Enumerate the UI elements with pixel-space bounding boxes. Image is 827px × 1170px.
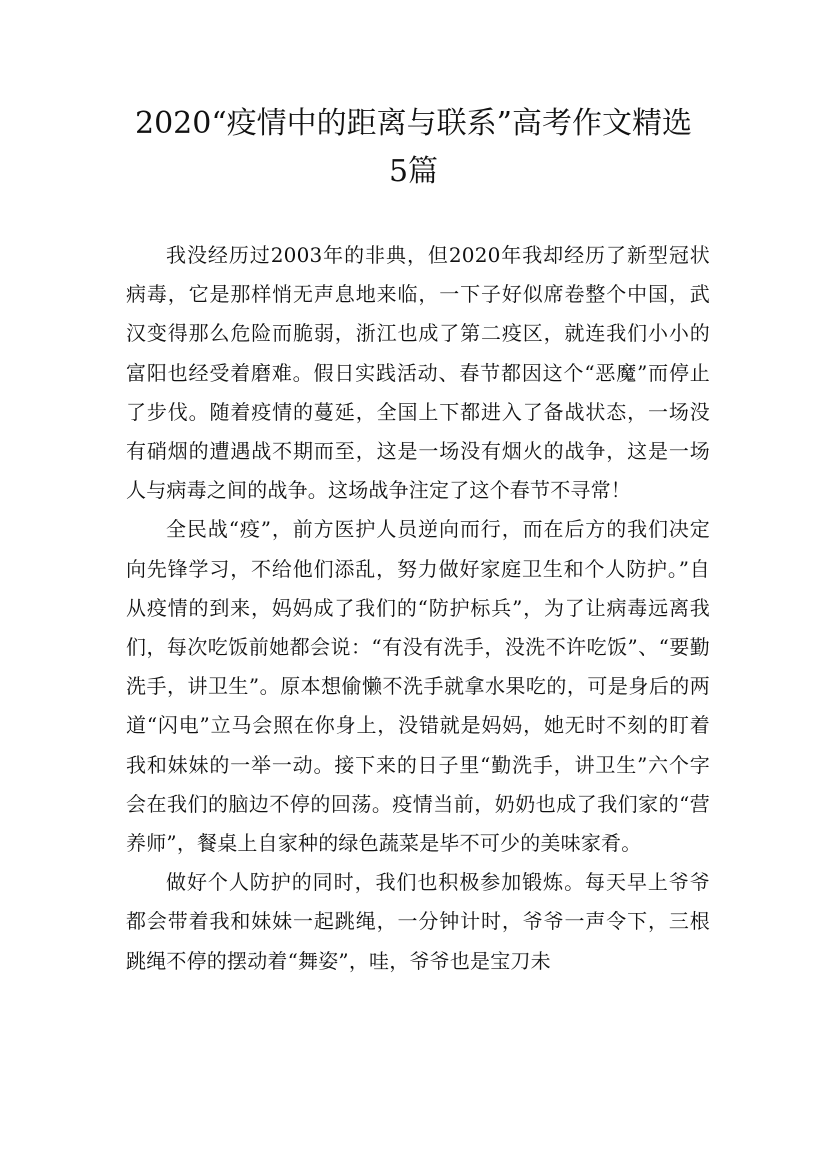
article-body xyxy=(126,236,710,981)
paragraph: 全民战“疫”，前方医护人员逆向而行，而在后方的我们决定向先锋学习，不给他们添乱，努力做好家庭卫生和个人防护。”自从疫情的到来，妈妈成了我们的“防护标兵”，为了让病毒远离我们，每次吃饭前她都会说：“有没有洗手，没洗不许吃饭”、“要勤洗手，讲卫生”。原本想偷懒不洗手就拿水果吃的，可是身后的两道“闪电”立马会照在你身上，没错就是妈妈，她无时不刻的盯着我和妹妹的一举一动。接下来的日子里“勤洗手，讲卫生”六个字会在我们的脑边不停的回荡。疫情当前，奶奶也成了我们家的“营养师”，餐桌上自家种的绿色蔬菜是毕不可少的美味家肴。 xyxy=(126,517,710,856)
document-title xyxy=(100,100,727,196)
title-line-2: 5篇 xyxy=(388,154,439,189)
title-line-1: 2020“疫情中的距离与联系”高考作文精选 xyxy=(134,106,693,141)
paragraph: 做好个人防护的同时，我们也积极参加锻炼。每天早上爷爷都会带着我和妹妹一起跳绳，一分钟计时，爷爷一声令下，三根跳绳不停的摆动着“舞姿”，哇，爷爷也是宝刀未 xyxy=(126,870,710,973)
paragraph: 我没经历过2003年的非典，但2020年我却经历了新型冠状病毒，它是那样悄无声息地来临，一下子好似席卷整个中国，武汉变得那么危险而脆弱，浙江也成了第二疫区，就连我们小小的富阳也经受着磨难。假日实践活动、春节都因这个“恶魔”而停止了步伐。随着疫情的蔓延，全国上下都进入了备战状态，一场没有硝烟的遭遇战不期而至，这是一场没有烟火的战争，这是一场人与病毒之间的战争。这场战争注定了这个春节不寻常！ xyxy=(126,243,710,503)
